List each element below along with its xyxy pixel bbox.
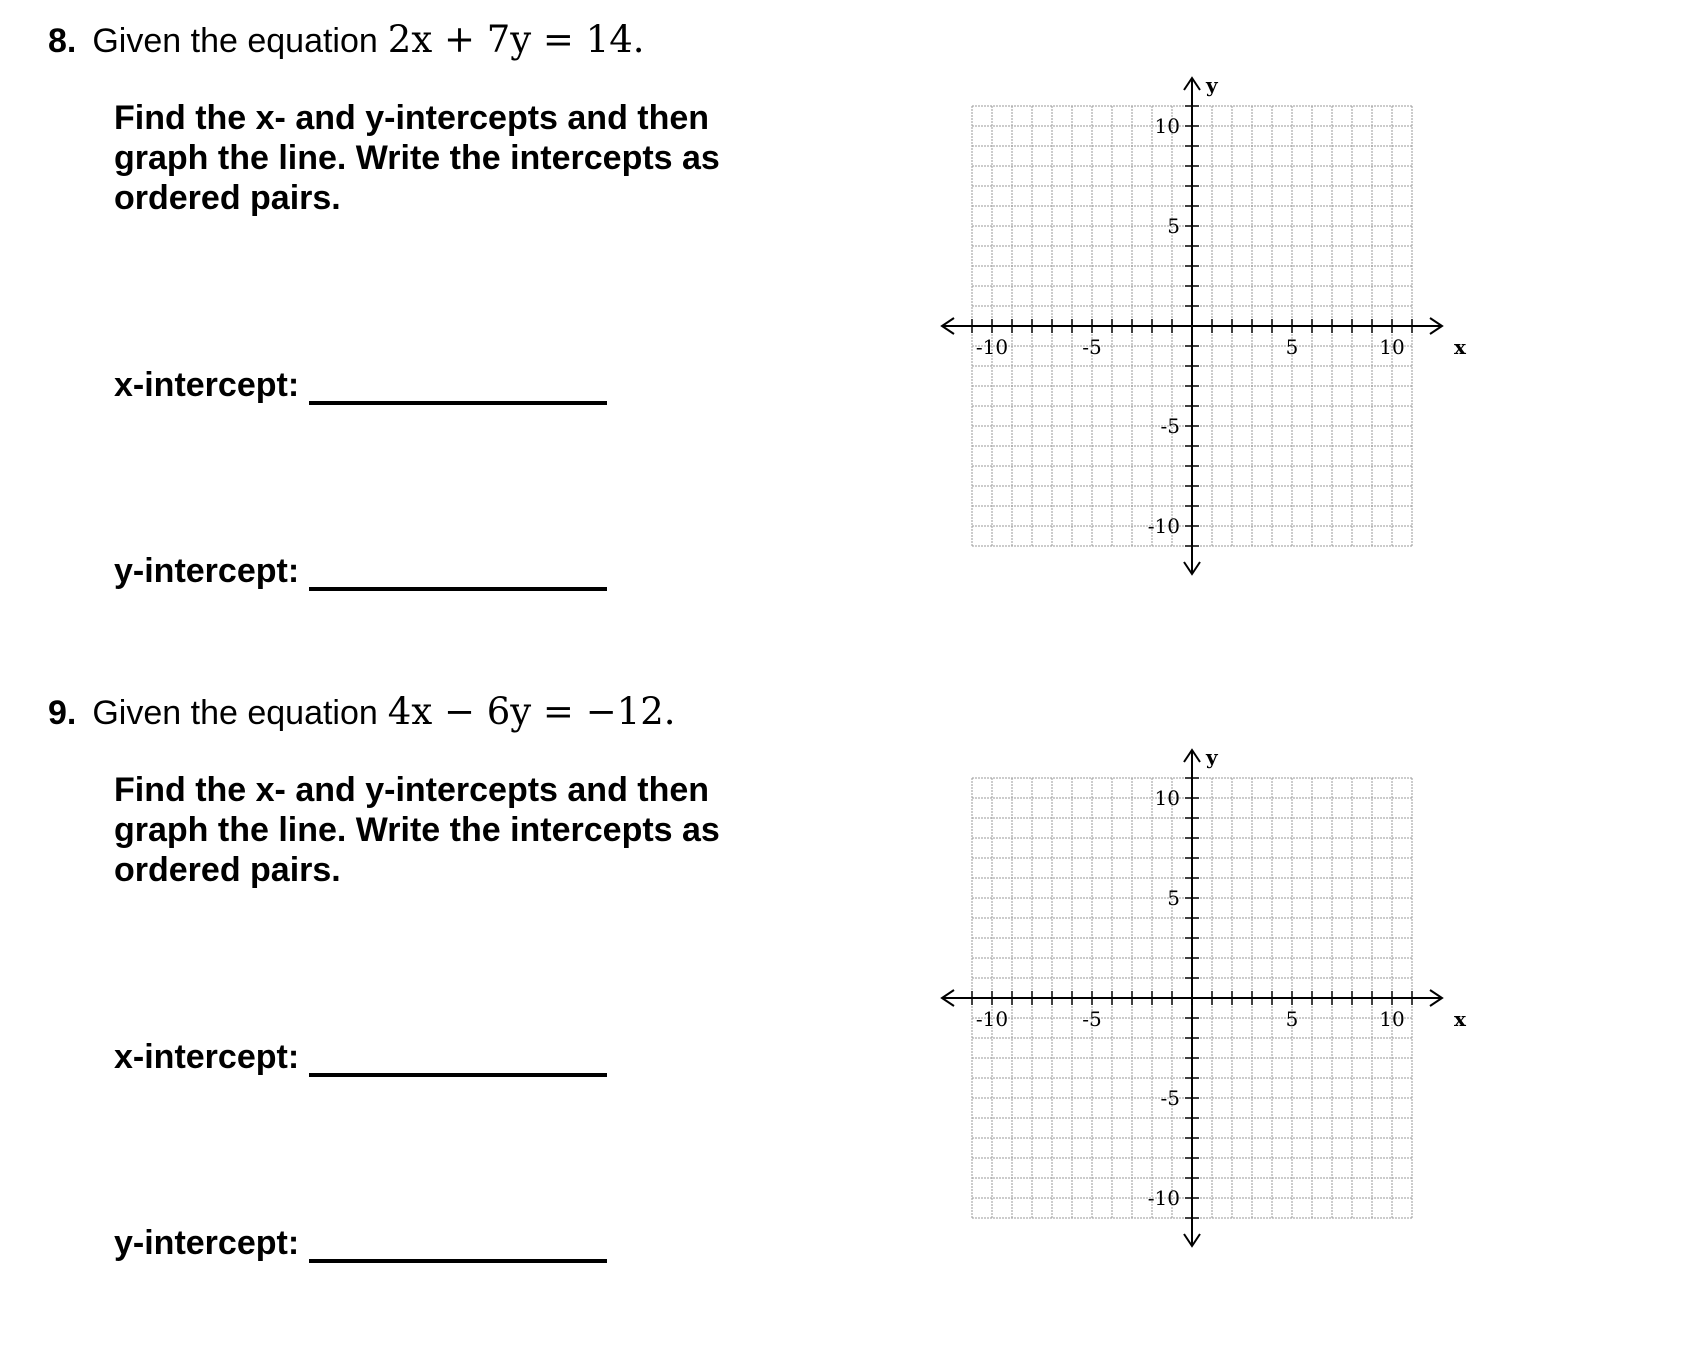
- problem-number: 8.: [48, 22, 77, 60]
- y-intercept-answer: [114, 1224, 607, 1263]
- y-tick-label: -10: [1147, 514, 1180, 538]
- y-axis-label: y: [1206, 745, 1218, 769]
- equation: 4x − 6y = −12.: [387, 690, 676, 733]
- x-axis-label: x: [1454, 1007, 1466, 1031]
- y-intercept-answer: [114, 552, 607, 591]
- y-intercept-blank[interactable]: [309, 1233, 607, 1263]
- problem-8: [0, 0, 1705, 670]
- x-intercept-answer: [114, 366, 607, 405]
- x-axis-label: x: [1454, 335, 1466, 359]
- problem-9: [0, 672, 1705, 1342]
- y-intercept-blank[interactable]: [309, 561, 607, 591]
- x-tick-label: 5: [1285, 1007, 1299, 1031]
- x-intercept-answer: [114, 1038, 607, 1077]
- given-text: Given the equation: [92, 22, 378, 60]
- x-tick-label: 10: [1379, 335, 1405, 359]
- y-intercept-label: y-intercept:: [114, 552, 300, 590]
- problem-number: 9.: [48, 694, 77, 732]
- x-intercept-label: x-intercept:: [114, 1038, 300, 1076]
- y-tick-label: -10: [1147, 1186, 1180, 1210]
- coordinate-grid[interactable]: [912, 52, 1472, 592]
- problem-heading: [48, 18, 645, 61]
- y-tick-label: 5: [1167, 886, 1180, 910]
- y-intercept-label: y-intercept:: [114, 1224, 300, 1262]
- equation: 2x + 7y = 14.: [387, 18, 645, 61]
- x-tick-label: -10: [975, 335, 1009, 359]
- problem-heading: [48, 690, 676, 733]
- y-tick-label: -5: [1160, 1086, 1180, 1110]
- y-tick-label: 10: [1154, 786, 1180, 810]
- instructions: Find the x- and y-intercepts and then graph the line. Write the intercepts as ordered pairs.: [114, 771, 720, 889]
- x-tick-label: -5: [1082, 335, 1102, 359]
- x-tick-label: -5: [1082, 1007, 1102, 1031]
- y-tick-label: 10: [1154, 114, 1180, 138]
- y-axis-label: y: [1206, 73, 1218, 97]
- instructions: Find the x- and y-intercepts and then graph the line. Write the intercepts as ordered pairs.: [114, 99, 720, 217]
- x-intercept-blank[interactable]: [309, 375, 607, 405]
- y-tick-label: -5: [1160, 414, 1180, 438]
- x-tick-label: 10: [1379, 1007, 1405, 1031]
- x-intercept-blank[interactable]: [309, 1047, 607, 1077]
- x-tick-label: -10: [975, 1007, 1009, 1031]
- x-intercept-label: x-intercept:: [114, 366, 300, 404]
- x-tick-label: 5: [1285, 335, 1299, 359]
- given-text: Given the equation: [92, 694, 378, 732]
- coordinate-grid[interactable]: [912, 724, 1472, 1264]
- y-tick-label: 5: [1167, 214, 1180, 238]
